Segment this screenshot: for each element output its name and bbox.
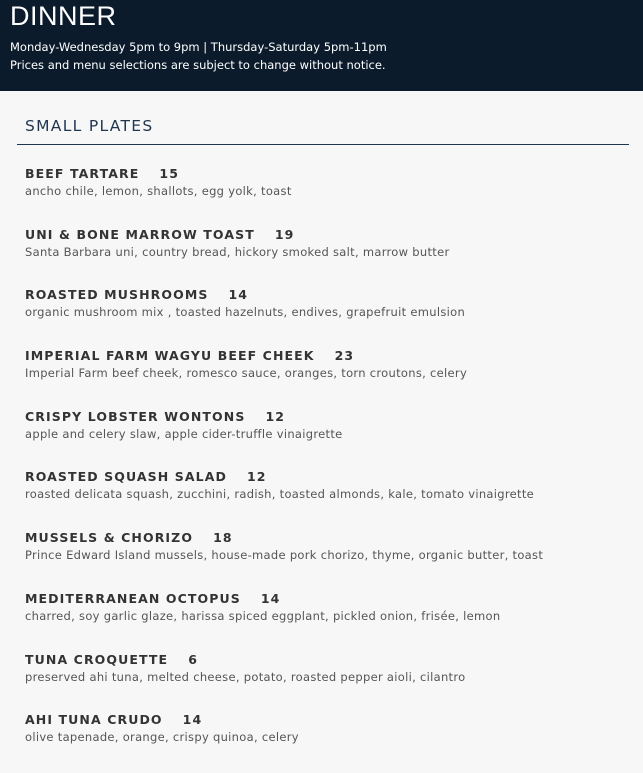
item-description: olive tapenade, orange, crispy quinoa, celery xyxy=(25,730,299,745)
item-price: 19 xyxy=(274,226,295,242)
item-name: AHI TUNA CRUDO xyxy=(25,712,163,728)
item-description: organic mushroom mix , toasted hazelnuts, endives, grapefruit emulsion xyxy=(25,305,466,320)
item-name: MUSSELS & CHORIZO xyxy=(25,530,194,546)
item-description: apple and celery slaw, apple cider-truffle vinaigrette xyxy=(25,426,343,441)
menu-item xyxy=(25,591,635,652)
menu-item xyxy=(25,348,635,409)
item-description: Santa Barbara uni, country bread, hickory smoked salt, marrow butter xyxy=(25,244,450,259)
item-name: TUNA CROQUETTE xyxy=(25,651,169,667)
item-name: BEEF TARTARE xyxy=(25,166,140,181)
menu-item xyxy=(25,530,635,591)
item-name: ROASTED MUSHROOMS xyxy=(25,287,209,303)
item-price: 15 xyxy=(159,166,179,181)
item-price: 23 xyxy=(334,348,355,364)
item-description: Imperial Farm beef cheek, romesco sauce, oranges, torn croutons, celery xyxy=(25,366,468,381)
item-price: 14 xyxy=(228,287,249,303)
item-price: 12 xyxy=(246,469,267,485)
menu-item xyxy=(25,409,635,470)
item-name: CRISPY LOBSTER WONTONS xyxy=(25,408,246,424)
item-price: 18 xyxy=(213,530,233,546)
item-description: preserved ahi tuna, melted cheese, potato, roasted pepper aioli, cilantro xyxy=(25,669,466,684)
item-name: IMPERIAL FARM WAGYU BEEF CHEEK xyxy=(25,348,315,364)
menu-item xyxy=(25,287,635,348)
item-price: 14 xyxy=(260,590,281,606)
item-description: ancho chile, lemon, shallots, egg yolk, toast xyxy=(25,184,292,198)
page-title: DINNER xyxy=(10,1,117,31)
item-name: MEDITERRANEAN OCTOPUS xyxy=(25,590,241,606)
section-divider xyxy=(17,144,629,145)
item-description: charred, soy garlic glaze, harissa spiced eggplant, pickled onion, frisée, lemon xyxy=(25,608,501,623)
hours-text: Monday-Wednesday 5pm to 9pm | Thursday-Saturday 5pm-11pm xyxy=(10,40,387,54)
item-name: ROASTED SQUASH SALAD xyxy=(25,469,227,485)
menu-header xyxy=(0,0,643,91)
menu-item xyxy=(25,166,635,227)
menu-item xyxy=(25,469,635,530)
item-price: 14 xyxy=(182,712,203,728)
item-name: UNI & BONE MARROW TOAST xyxy=(25,226,255,242)
menu-item xyxy=(25,652,635,713)
menu-item xyxy=(25,227,635,288)
section-title: SMALL PLATES xyxy=(25,117,154,135)
menu-items-list xyxy=(25,166,635,773)
item-price: 6 xyxy=(188,651,198,667)
item-description: Prince Edward Island mussels, house-made pork chorizo, thyme, organic butter, toast xyxy=(25,548,544,563)
menu-item xyxy=(25,712,635,773)
item-description: roasted delicata squash, zucchini, radish, toasted almonds, kale, tomato vinaigrette xyxy=(25,487,535,502)
item-price: 12 xyxy=(265,408,286,424)
notice-text: Prices and menu selections are subject to change without notice. xyxy=(10,58,386,72)
